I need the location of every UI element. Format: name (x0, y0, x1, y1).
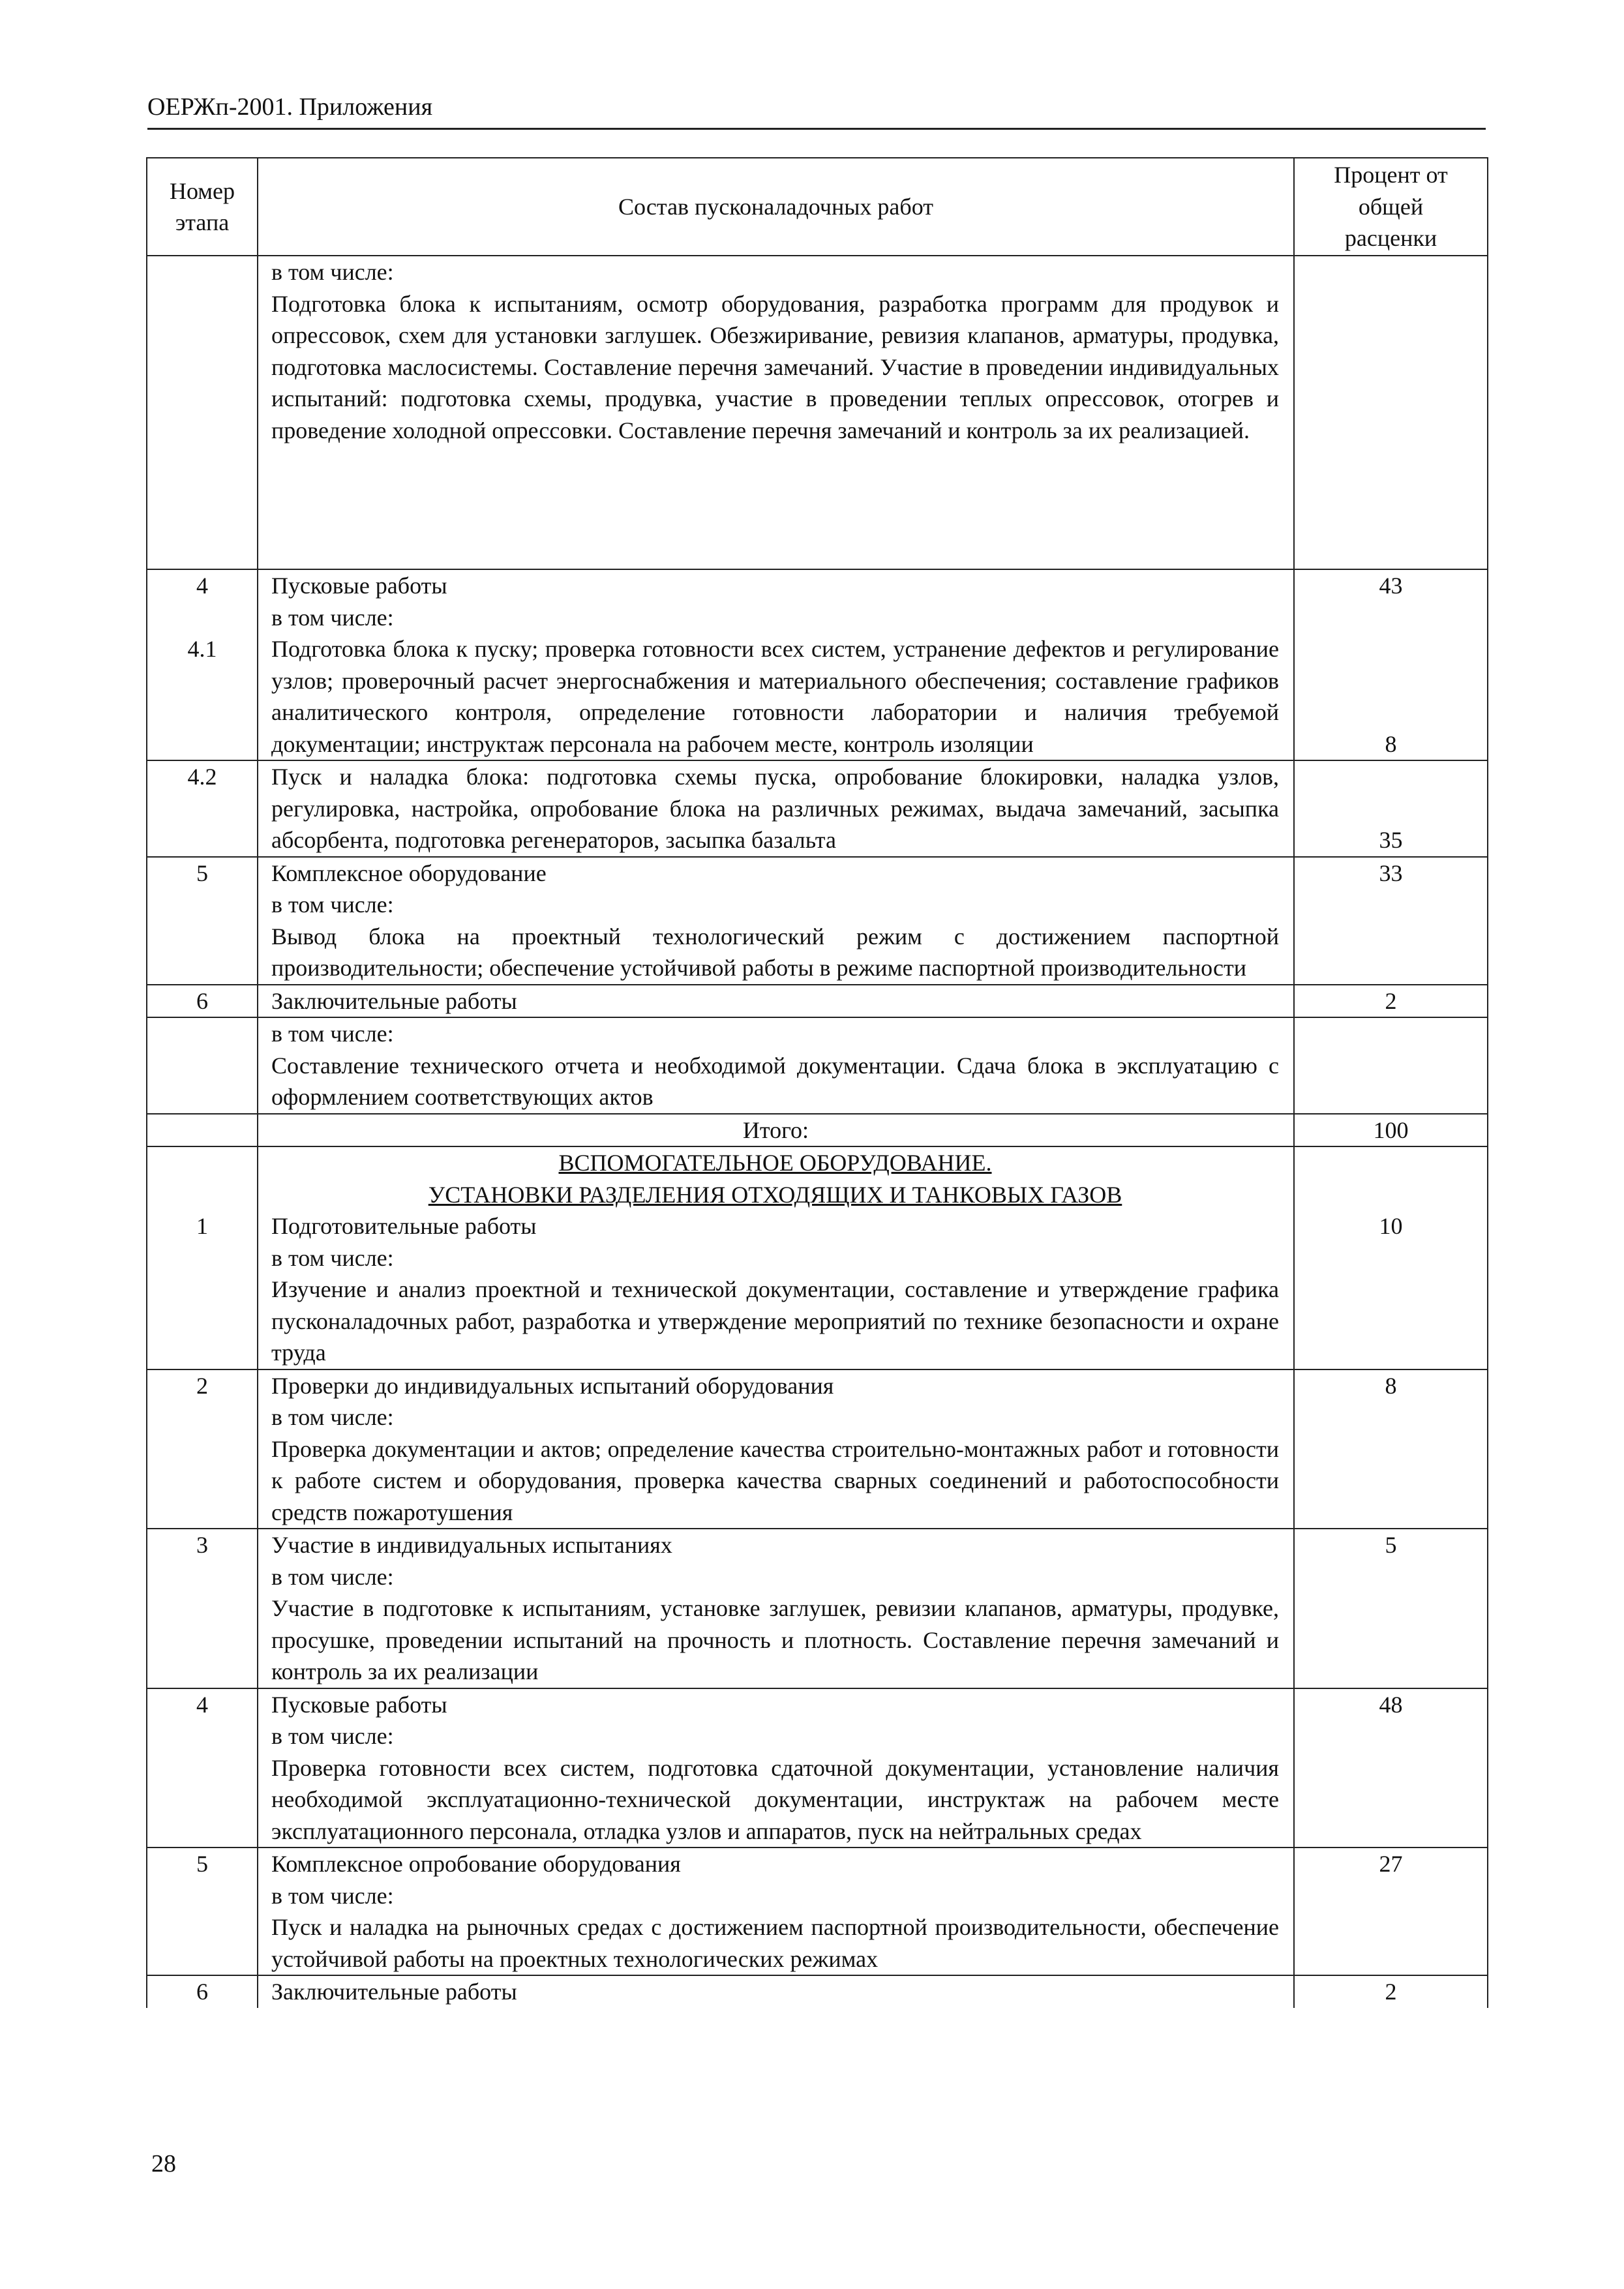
percent-value: 8 (1385, 1372, 1397, 1399)
description-text: Проверка документации и актов; определение качества строительно-монтажных работ и готовности к работе систем и оборудования, проверка качества сварных соединений и работоспособности средств пожаротушения (271, 1435, 1279, 1525)
stage-title: Подготовительные работы (271, 1213, 537, 1239)
composition-cell (258, 256, 1294, 569)
subheading-text: в том числе: (271, 891, 394, 918)
stage-title: Проверки до индивидуальных испытаний оборудования (271, 1372, 834, 1399)
percent-cell (1294, 857, 1488, 985)
percent-cell (1294, 1848, 1488, 1975)
total-value: 100 (1294, 1114, 1488, 1147)
composition-cell (258, 1975, 1294, 2008)
description-text: Проверка готовности всех систем, подготовка сдаточной документации, установление наличия необходимой эксплуатационно-технической документации, инструктаж на рабочем месте эксплуатационного персонала, отладка узлов и аппаратов, пуск на нейтральных средах (271, 1754, 1279, 1844)
table-row (147, 256, 1488, 569)
percent-value: 10 (1379, 1213, 1403, 1239)
percent-cell (1294, 1975, 1488, 2008)
section-heading: УСТАНОВКИ РАЗДЕЛЕНИЯ ОТХОДЯЩИХ И ТАНКОВЫХ ГАЗОВ (428, 1181, 1122, 1208)
description-text: Изучение и анализ проектной и технической документации, составление и утверждение графика пусконаладочных работ, разработка и утверждение мероприятий по технике безопасности и охране труда (271, 1276, 1279, 1366)
spacer (147, 1179, 257, 1211)
header-percent: Процент от общей расценки (1294, 158, 1488, 256)
stage-title: Участие в индивидуальных испытаниях (271, 1532, 672, 1558)
stage-cell (147, 1146, 258, 1369)
stage-title: Пусковые работы (271, 573, 447, 599)
stage-cell (147, 256, 258, 569)
composition-cell (258, 569, 1294, 760)
stage-cell (147, 985, 258, 1018)
stage-number: 4 (196, 1691, 208, 1718)
percent-value: 35 (1379, 827, 1403, 853)
description-text: Подготовка блока к испытаниям, осмотр оборудования, разработка программ для продувок и опрессовок, схем для установки заглушек. Обезжиривание, ревизия клапанов, арматуры, продувка, подготовка маслосистемы. Составление перечня замечаний. Участие в проведении индивидуальных испытаний: подготовка схемы, продувка, участие в проведении теплых опрессовок, отогрев и проведение холодной опрессовки. Составление перечня замечаний и контроль за их реализацией. (271, 290, 1279, 443)
stage-cell (147, 1017, 258, 1114)
spacer (1295, 1147, 1487, 1179)
spacer (147, 1147, 257, 1179)
running-header: ОЕРЖп-2001. Приложения (147, 93, 1486, 130)
composition-cell (258, 985, 1294, 1018)
table-row (147, 569, 1488, 760)
stage-number: 5 (196, 860, 208, 886)
percent-value: 48 (1379, 1691, 1403, 1718)
composition-cell (258, 1529, 1294, 1688)
percent-cell (1294, 256, 1488, 569)
composition-cell (258, 857, 1294, 985)
description-text: Пуск и наладка блока: подготовка схемы пуска, опробование блокировки, наладка узлов, регулировка, настройка, опробование блока на различных режимах, выдача замечаний, засыпка абсорбента, подготовка регенераторов, засыпка базальта (271, 764, 1279, 853)
description-text: Пуск и наладка на рыночных средах с достижением паспортной производительности, обеспечение устойчивой работы на проектных технологических режимах (271, 1914, 1279, 1972)
stage-cell (147, 1529, 258, 1688)
stage-cell (147, 1975, 258, 2008)
table-row (147, 1848, 1488, 1975)
subheading-text: в том числе: (271, 1244, 394, 1271)
composition-cell (258, 760, 1294, 857)
table-row (147, 1369, 1488, 1529)
table-row (147, 1688, 1488, 1848)
percent-cell (1294, 760, 1488, 857)
table-row (147, 1146, 1488, 1369)
stage-cell (147, 1114, 258, 1147)
spacer (1295, 1179, 1487, 1211)
stage-title: Комплексное оборудование (271, 860, 547, 886)
stage-number: 6 (196, 1979, 208, 2005)
stage-title: Комплексное опробование оборудования (271, 1851, 681, 1877)
table-header-row (147, 158, 1488, 256)
percent-value: 2 (1385, 987, 1397, 1014)
works-table (146, 157, 1488, 2008)
subheading-text: в том числе: (271, 604, 394, 631)
percent-value: 43 (1379, 573, 1403, 599)
stage-number: 5 (196, 1851, 208, 1877)
subheading-text: в том числе: (271, 1404, 394, 1430)
percent-value: 5 (1385, 1532, 1397, 1558)
composition-cell (258, 1369, 1294, 1529)
stage-title: Заключительные работы (271, 987, 517, 1014)
section-heading: ВСПОМОГАТЕЛЬНОЕ ОБОРУДОВАНИЕ. (558, 1150, 992, 1176)
stage-cell (147, 1688, 258, 1848)
stage-number: 6 (196, 987, 208, 1014)
stage-cell (147, 760, 258, 857)
composition-cell (258, 1848, 1294, 1975)
stage-number: 2 (196, 1372, 208, 1399)
composition-cell (258, 1688, 1294, 1848)
table-row (147, 857, 1488, 985)
description-text: Участие в подготовке к испытаниям, установке заглушек, ревизии клапанов, арматуры, продувке, просушке, проведении испытаний на прочность и плотность. Составление перечня замечаний и контроль за их реализации (271, 1595, 1279, 1684)
table-row (147, 760, 1488, 857)
percent-cell (1294, 1529, 1488, 1688)
percent-value: 33 (1379, 860, 1403, 886)
table-row (147, 1017, 1488, 1114)
page-number: 28 (151, 2150, 176, 2177)
total-row (147, 1114, 1488, 1147)
subheading-text: в том числе: (271, 1021, 394, 1047)
stage-title: Пусковые работы (271, 1691, 447, 1718)
stage-number: 4.2 (187, 764, 217, 790)
subheading-text: в том числе: (271, 1882, 394, 1909)
header-stage: Номер этапа (147, 158, 258, 256)
percent-cell (1294, 1017, 1488, 1114)
description-text: Составление технического отчета и необходимой документации. Сдача блока в эксплуатацию с оформлением соответствующих актов (271, 1052, 1279, 1110)
composition-cell (258, 1146, 1294, 1369)
table-row (147, 985, 1488, 1018)
table-row (147, 1529, 1488, 1688)
stage-number (147, 602, 257, 634)
subheading-text: в том числе: (271, 1723, 394, 1749)
percent-cell (1294, 1688, 1488, 1848)
percent-value: 27 (1379, 1851, 1403, 1877)
stage-title: Заключительные работы (271, 1979, 517, 2005)
stage-number: 4.1 (187, 636, 217, 662)
subheading-text: в том числе: (271, 1563, 394, 1590)
percent-cell (1294, 985, 1488, 1018)
header-composition: Состав пусконаладочных работ (258, 158, 1294, 256)
stage-number: 4 (196, 573, 208, 599)
total-label: Итого: (258, 1114, 1294, 1147)
stage-cell (147, 569, 258, 760)
percent-value: 2 (1385, 1979, 1397, 2005)
composition-cell (258, 1017, 1294, 1114)
table-row (147, 1975, 1488, 2008)
stage-cell (147, 1848, 258, 1975)
stage-number: 3 (196, 1532, 208, 1558)
percent-value: 8 (1385, 730, 1397, 757)
percent-cell (1294, 1369, 1488, 1529)
description-text: Вывод блока на проектный технологический режим с достижением паспортной производительности; обеспечение устойчивой работы в режиме паспортной производительности (271, 923, 1279, 981)
stage-cell (147, 1369, 258, 1529)
subheading-text: в том числе: (271, 259, 394, 285)
stage-cell (147, 857, 258, 985)
percent-cell (1294, 1146, 1488, 1369)
description-text: Подготовка блока к пуску; проверка готовности всех систем, устранение дефектов и регулирование узлов; проверочный расчет энергоснабжения и материального обеспечения; составление графиков аналитического контроля, определение готовности лаборатории и наличия требуемой документации; инструктаж персонала на рабочем месте, контроль изоляции (271, 636, 1279, 757)
percent-cell (1294, 569, 1488, 760)
stage-number: 1 (196, 1213, 208, 1239)
